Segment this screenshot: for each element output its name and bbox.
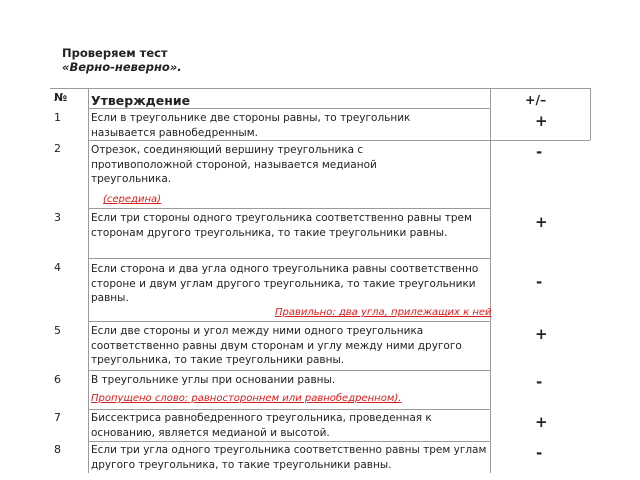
answer-mark: + [535, 413, 548, 431]
correction-note: Пропущено слово: равностороннем или равнобедренном). [91, 393, 402, 404]
header-number: № [54, 91, 68, 104]
title-line-1: Проверяем тест [62, 46, 168, 60]
correction-note: Правильно: два угла, прилежащих к ней [275, 307, 492, 318]
row-number: 6 [54, 373, 61, 386]
title-line-2: «Верно-неверно». [62, 60, 182, 74]
row-divider [88, 208, 490, 209]
statement-text: Если две стороны и угол между ними одного треугольника соответственно равны двум сторонам и углу между ними другого треугольника, то такие треугольники равны. [91, 325, 462, 366]
statement-text: Отрезок, соединяющий вершину треугольника с противоположной стороной, называется медианой треугольника. [91, 144, 377, 185]
statement-text: Если в треугольнике две стороны равны, то треугольник называется равнобедренным. [91, 112, 411, 139]
row-number: 5 [54, 324, 61, 337]
row-divider [88, 409, 490, 410]
header-mark: +/– [525, 92, 547, 107]
row-divider [88, 258, 490, 259]
answer-mark: - [536, 373, 543, 391]
row-number: 4 [54, 261, 61, 274]
row-number: 7 [54, 411, 61, 424]
answer-mark: + [535, 213, 548, 231]
correction-note: (середина) [103, 194, 162, 205]
row-divider [50, 88, 590, 89]
row-divider [88, 321, 490, 322]
row-divider [88, 370, 490, 371]
statement-text: Если сторона и два угла одного треугольника равны соответственно стороне и двум углам другого треугольника, то такие треугольники равны. [91, 263, 479, 304]
row-number: 3 [54, 211, 61, 224]
row-number: 8 [54, 443, 61, 456]
column-divider [590, 88, 591, 140]
statement-text: В треугольнике углы при основании равны. [91, 374, 336, 386]
answer-mark: + [535, 325, 548, 343]
row-divider [88, 108, 490, 109]
row-number: 1 [54, 111, 61, 124]
statement-text: Биссектриса равнобедренного треугольника, проведенная к основанию, является медианой и высотой. [91, 412, 432, 439]
statement-text: Если три угла одного треугольника соответственно равны трем углам другого треугольника, то такие треугольники равны. [91, 444, 487, 471]
answer-mark: - [536, 444, 543, 462]
statement-text: Если три стороны одного треугольника соответственно равны трем сторонам другого треугольника, то такие треугольники равны. [91, 212, 472, 239]
answer-mark: + [535, 112, 548, 130]
row-number: 2 [54, 142, 61, 155]
column-divider [88, 88, 89, 473]
row-divider [88, 441, 490, 442]
answer-mark: - [536, 143, 543, 161]
header-statement: Утверждение [91, 93, 191, 108]
answer-mark: - [536, 273, 543, 291]
row-divider [88, 140, 590, 141]
